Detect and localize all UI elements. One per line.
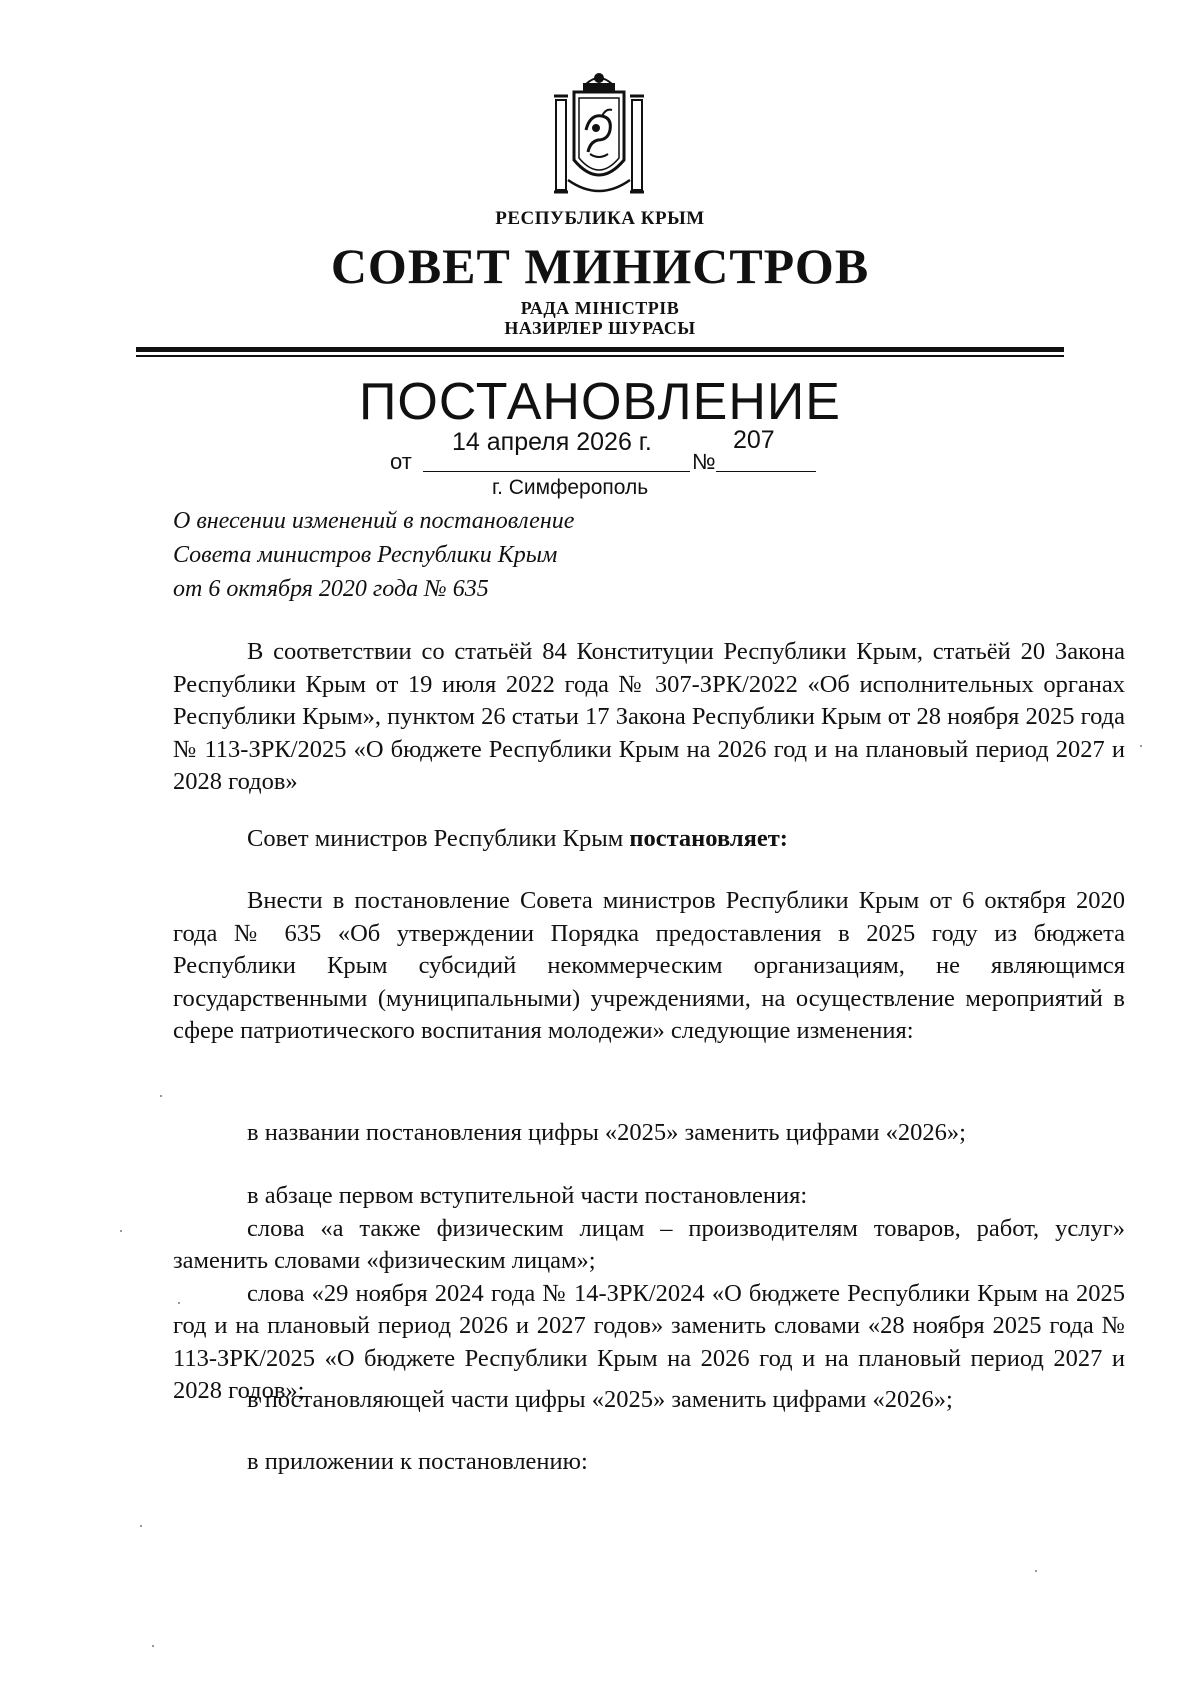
crimea-coat-of-arms-icon <box>546 70 652 206</box>
preamble-change-intro: в абзаце первом вступительной части постановления: <box>247 1182 808 1209</box>
amend-paragraph <box>173 885 1125 1048</box>
preamble-change-item: слова «29 ноября 2024 года № 14-ЗРК/2024 «О бюджете Республики Крым на 2025 год и на плановый период 2026 и 2027 годов» заменить словами «28 ноября 2025 года № 113-ЗРК/2025 «О бюджете Республики Крым на 2026 год и на плановый период 2027 и 2028 годов»; <box>173 1279 1125 1404</box>
number-underline <box>716 471 816 472</box>
decree-verb: постановляет: <box>629 825 788 852</box>
council-title-crimean-tatar: НАЗИРЛЕР ШУРАСЫ <box>504 318 696 338</box>
decree-date: 14 апреля 2026 г. <box>452 428 652 456</box>
annex-change-paragraph <box>173 1446 1125 1479</box>
legal-basis-text: В соответствии со статьёй 84 Конституции Республики Крым, статьёй 20 Закона Республики Крым от 19 июля 2022 года № 307-ЗРК/2022 «Об исполнительных органах Республики Крым», пунктом 26 статьи 17 Закона Республики Крым от 28 ноября 2025 года № 113-ЗРК/2025 «О бюджете Республики Крым на 2026 год и на плановый период 2027 и 2028 годов» <box>173 638 1125 795</box>
republic-name: РЕСПУБЛИКА КРЫМ <box>495 208 705 229</box>
date-underline <box>423 471 690 472</box>
annex-change-text: в приложении к постановлению: <box>247 1448 588 1475</box>
title-change-paragraph <box>173 1117 1125 1150</box>
operative-change-paragraph <box>173 1384 1125 1417</box>
council-title-ukrainian: РАДА МІНІСТРІВ <box>520 298 680 318</box>
amend-text: Внести в постановление Совета министров Республики Крым от 6 октября 2020 года № 635 «Об утверждении Порядка предоставления в 2025 году из бюджета Республики Крым субсидий некоммерческим организациям, не являющимся государственными (муниципальными) учреждениями, на осуществление мероприятий в сфере патриотического воспитания молодежи» следующие изменения: <box>173 887 1125 1044</box>
decree-paragraph <box>173 823 1125 856</box>
decree-prefix: Совет министров Республики Крым <box>247 825 624 852</box>
preamble-change-block <box>173 1180 1125 1408</box>
subject-line: от 6 октября 2020 года № 635 <box>173 576 489 602</box>
council-title: СОВЕТ МИНИСТРОВ <box>330 238 870 294</box>
subject-block <box>173 504 574 606</box>
document-type: ПОСТАНОВЛЕНИЕ <box>359 373 841 431</box>
city: г. Симферополь <box>492 476 649 499</box>
subject-line: О внесении изменений в постановление <box>173 508 575 534</box>
subject-line: Совета министров Республики Крым <box>173 542 558 568</box>
legal-basis-paragraph <box>173 636 1125 799</box>
header-divider-thick <box>136 347 1064 352</box>
number-label: № <box>692 449 716 474</box>
title-change-text: в названии постановления цифры «2025» заменить цифрами «2026»; <box>247 1119 966 1146</box>
preamble-change-item: слова «а также физическим лицам – производителям товаров, работ, услуг» заменить словами «физическим лицам»; <box>173 1214 1125 1274</box>
decree-number: 207 <box>733 426 775 454</box>
decree-text <box>173 823 1125 856</box>
operative-change-text: в постановляющей части цифры «2025» заменить цифрами «2026»; <box>247 1386 953 1413</box>
date-label: от <box>390 449 412 474</box>
header-divider-thin <box>136 355 1064 357</box>
